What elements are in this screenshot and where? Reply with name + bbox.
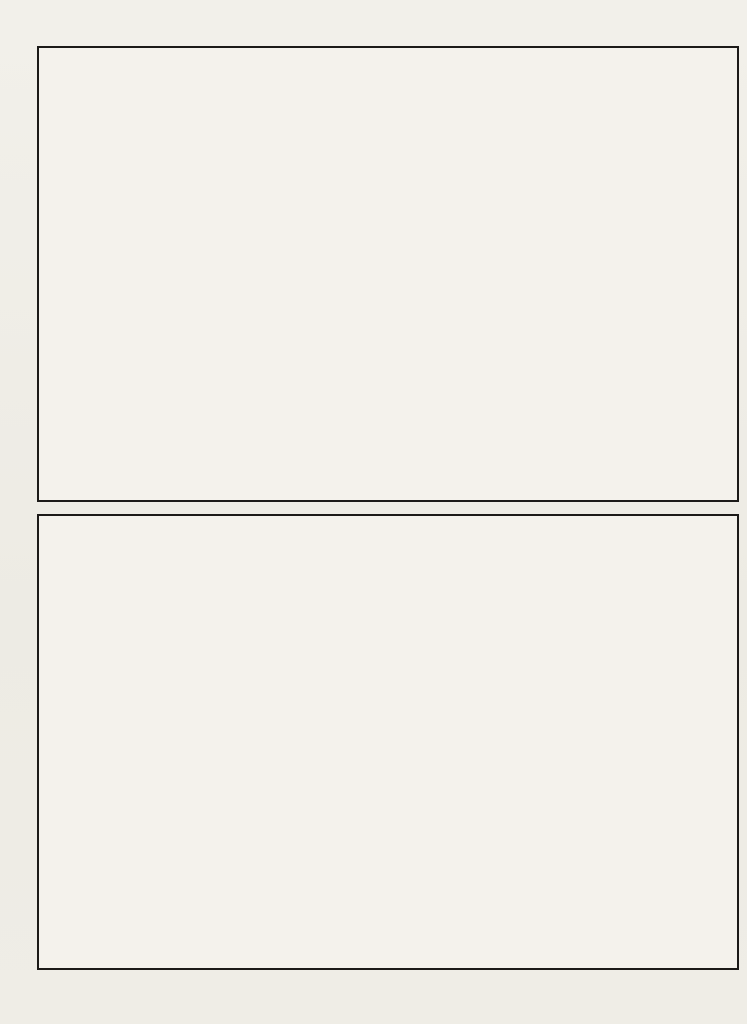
roster-table-top	[37, 46, 739, 502]
roster-table-bottom	[37, 514, 739, 970]
